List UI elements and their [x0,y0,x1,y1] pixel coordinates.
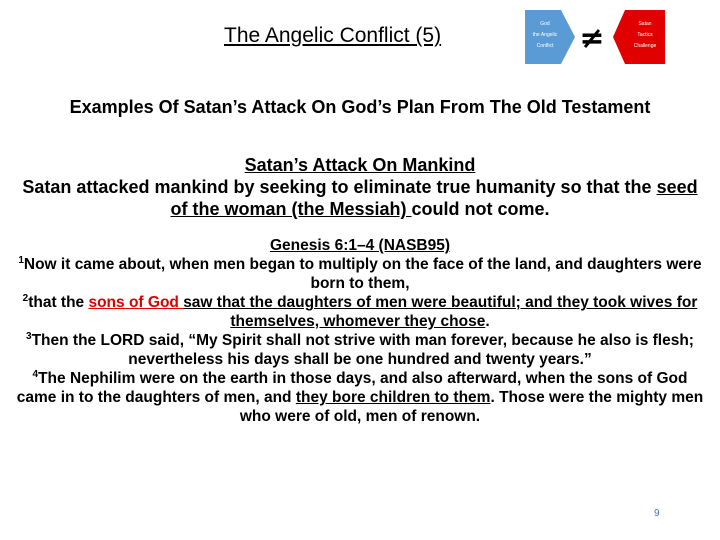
verse-3-number: 3 [26,331,32,342]
god-arrow-line-2: the Angelic [532,32,558,38]
verse-1 [14,255,706,293]
verse-1-text: Now it came about, when men began to multiply on the face of the land, and daughters were born to them, [23,256,702,292]
section-text-part-2: could not come. [411,199,550,219]
section-text-underlined: seed of the woman (the Messiah) [170,177,698,219]
verse-4-text-a: The Nephilim were on the earth in those days, and also afterward, when the sons of God came in to the daughters of men, and [16,370,688,406]
page-number: 9 [654,508,660,519]
god-vs-satan-graphic [525,8,665,66]
verse-2-end: . [485,313,490,330]
slide-title: The Angelic Conflict (5) [224,24,442,47]
god-arrow-line-1: God [540,21,550,27]
verse-2-sons-of-god: sons of God [88,294,184,311]
scripture-reference: Genesis 6:1–4 (NASB95) [269,237,451,254]
section-text-part-1: Satan attacked mankind by seeking to eliminate true humanity so that the [22,177,657,197]
satan-arrow-line-1: Satan [638,21,652,27]
scripture-block [14,236,706,426]
verse-2-underlined: saw that the daughters of men were beautiful; and they took wives for themselves, whomever they chose [183,294,698,330]
not-equal-icon: ≠ [579,21,605,56]
verse-4 [14,369,706,426]
verse-2 [14,293,706,331]
section-block [20,154,700,220]
section-heading: Satan’s Attack On Mankind [244,155,476,175]
verse-1-number: 1 [18,255,24,266]
section-text [20,176,700,220]
satan-arrow-line-3: Challenge [633,43,657,49]
verse-4-underlined: they bore children to them [295,389,491,406]
verse-4-number: 4 [32,369,39,380]
verse-2-number: 2 [22,293,29,304]
satan-arrow-line-2: Tactics [637,32,653,38]
slide-subtitle: Examples Of Satan’s Attack On God’s Plan From The Old Testament [69,97,651,117]
god-arrow-line-3: Conflict [536,43,554,49]
verse-3-text: Then the LORD said, “My Spirit shall not strive with man forever, because he also is flesh; nevertheless his days shall be one hundred and twenty years.” [31,332,694,368]
verse-2-text-a: that the [28,294,89,311]
verse-3 [14,331,706,369]
verse-4-text-b: . Those were the mighty men who were of old, men of renown. [239,389,704,425]
